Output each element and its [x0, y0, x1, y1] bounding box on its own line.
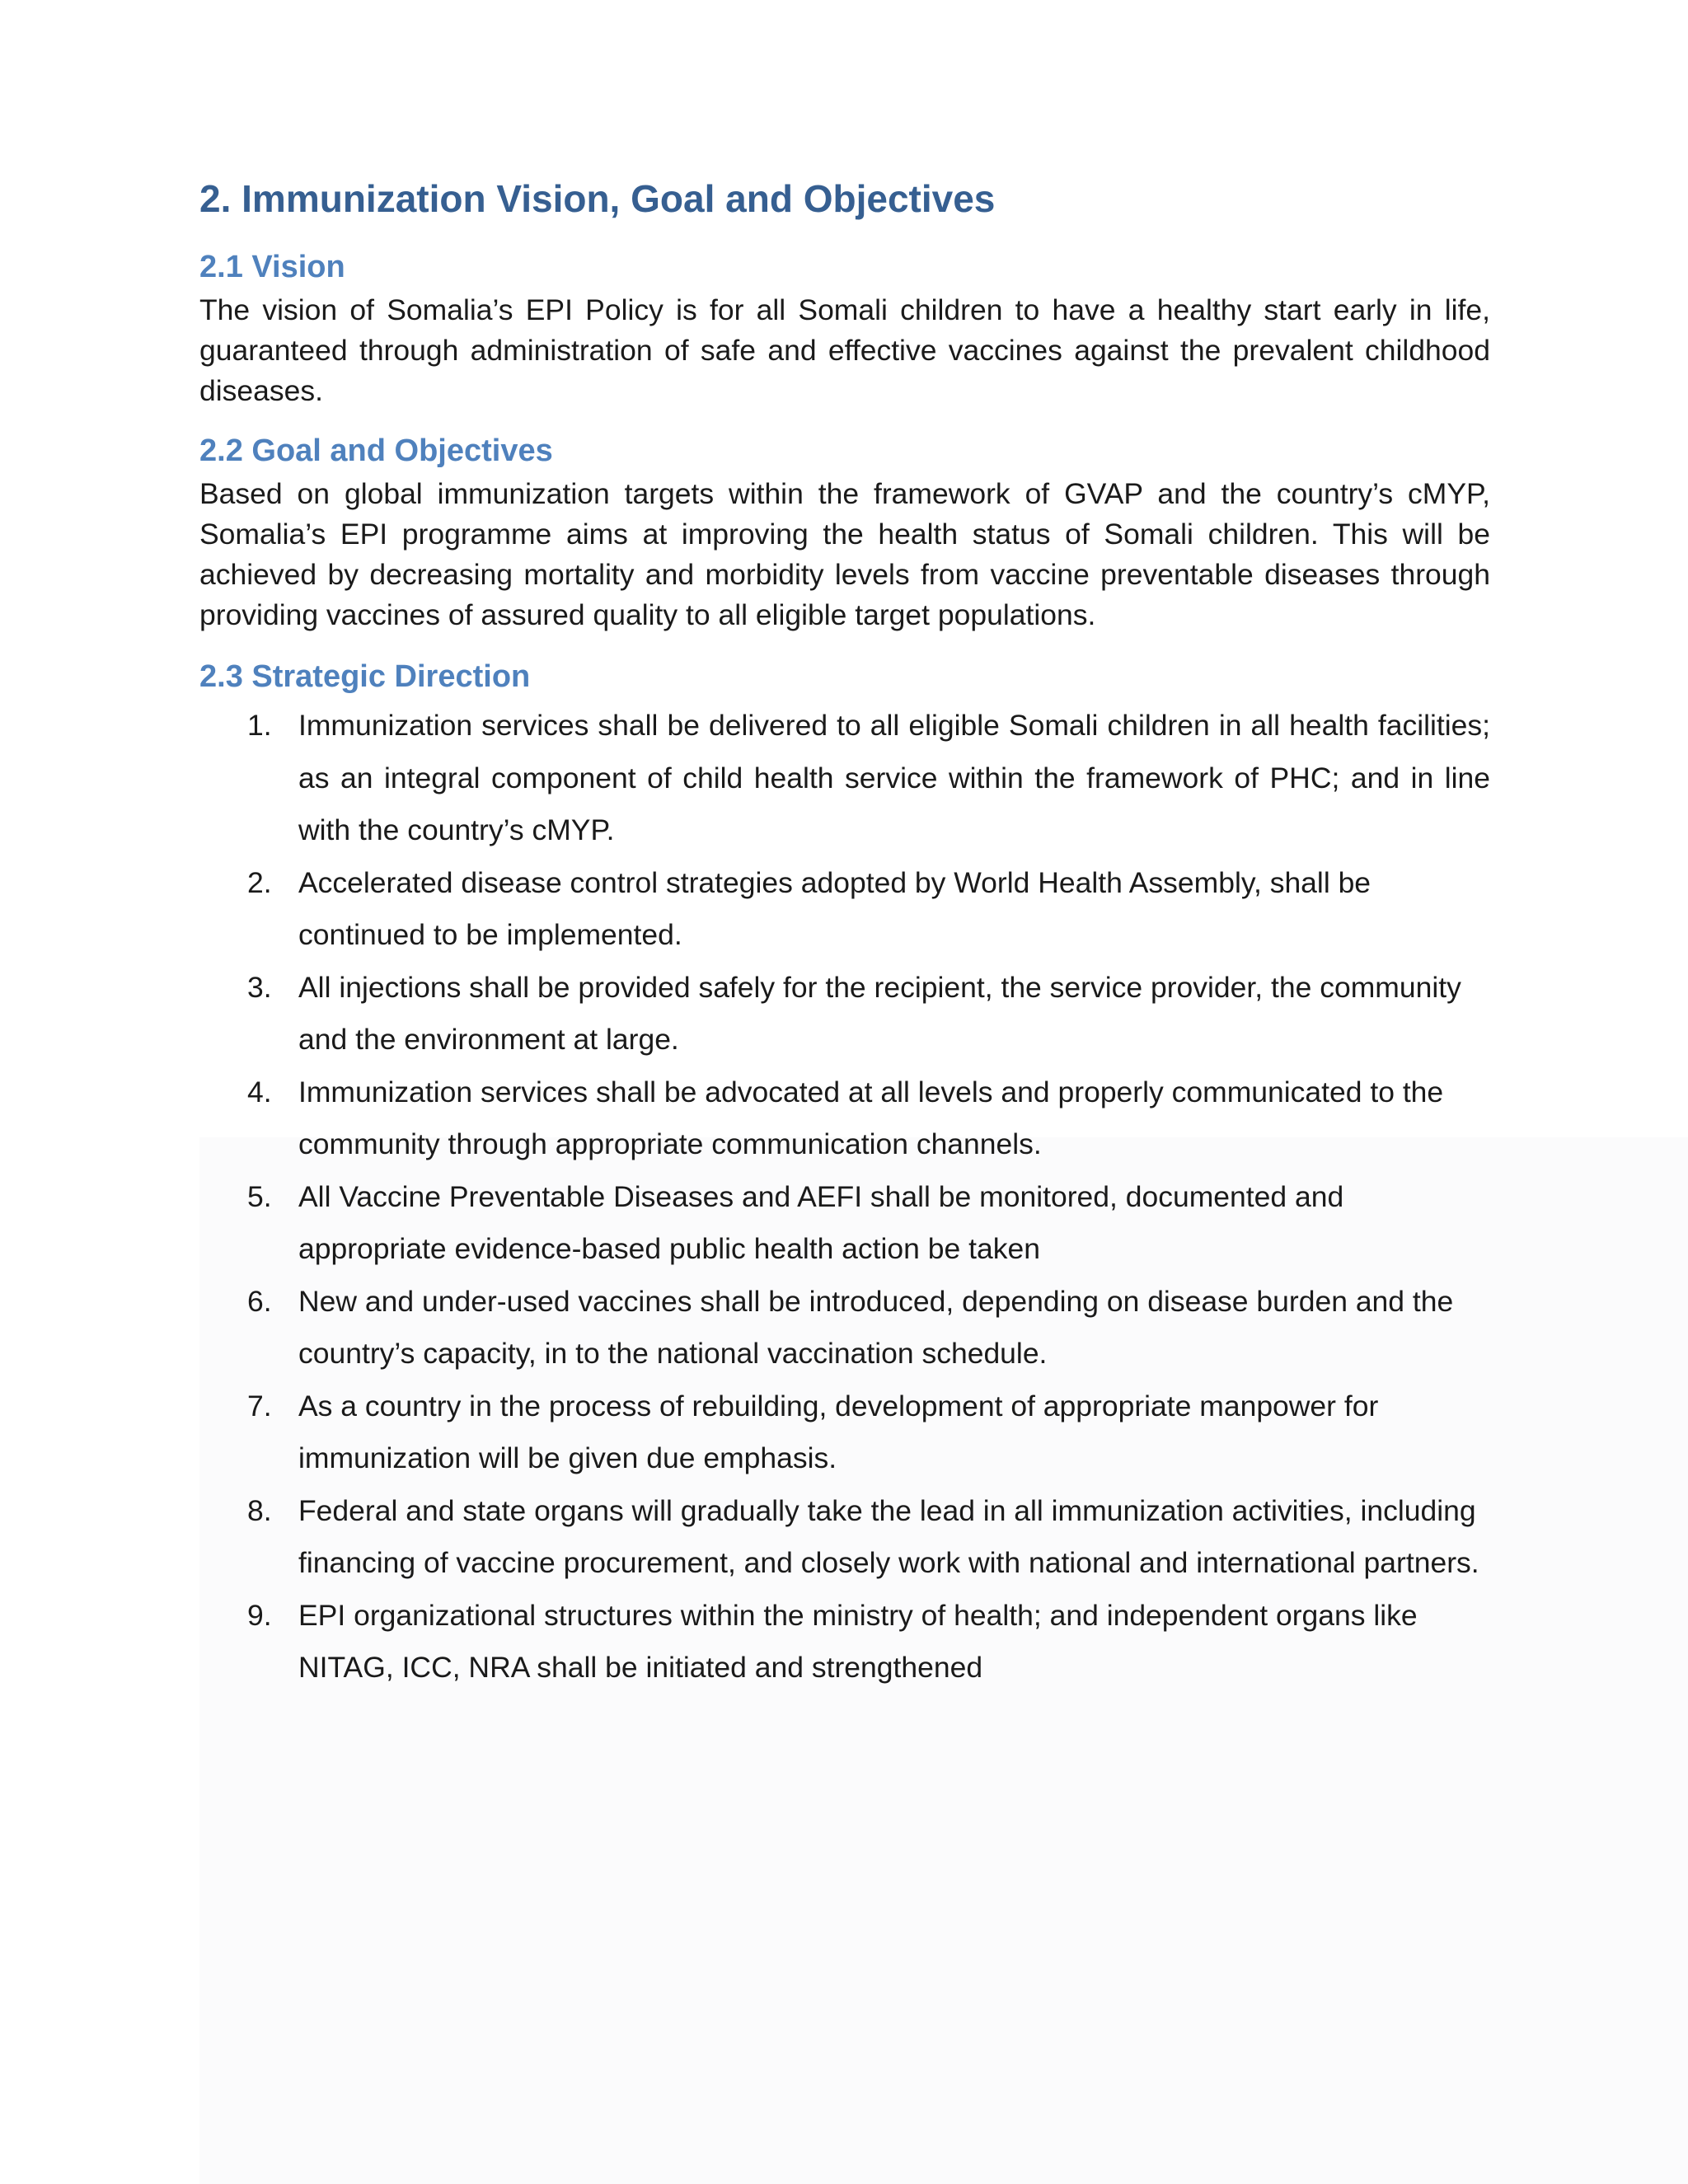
document-content [199, 162, 1490, 1694]
list-item [199, 1590, 1490, 1694]
list-item [199, 1066, 1490, 1171]
list-item-number: 9. [247, 1598, 272, 1632]
vision-paragraph: The vision of Somalia’s EPI Policy is for all Somali children to have a healthy start early in life, guaranteed through administration of safe and effective vaccines against the prevalent childhood diseases. [199, 293, 1490, 407]
list-item-text: Immunization services shall be delivered to all eligible Somali children in all health facilities; as an integral component of child health service within the framework of PHC; and in line with the country’s cMYP. [298, 709, 1490, 846]
list-item-number: 7. [247, 1389, 272, 1422]
list-item-text: Immunization services shall be advocated at all levels and properly communicated to the community through appropriate communication channels. [298, 1075, 1444, 1160]
list-item-text: New and under-used vaccines shall be introduced, depending on disease burden and the country’s capacity, in to the national vaccination schedule. [298, 1284, 1454, 1370]
list-item-number: 1. [247, 709, 272, 742]
list-item-text: Accelerated disease control strategies adopted by World Health Assembly, shall be continued to be implemented. [298, 865, 1372, 951]
vision-heading: 2.1 Vision [199, 250, 345, 284]
list-item-text: EPI organizational structures within the ministry of health; and independent organs like NITAG, ICC, NRA shall be initiated and strengthened [298, 1598, 1418, 1684]
list-item-text: All Vaccine Preventable Diseases and AEFI shall be monitored, documented and appropriate evidence-based public health action be taken [298, 1179, 1344, 1265]
list-item [199, 700, 1490, 857]
list-item-number: 8. [247, 1493, 272, 1527]
goal-paragraph: Based on global immunization targets within the framework of GVAP and the country’s cMYP, Somalia’s EPI programme aims at improving the health status of Somali children. This will be achieved by decreasing mortality and morbidity levels from vaccine preventable diseases through providing vaccines of assured quality to all eligible target populations. [199, 477, 1490, 631]
strategic-direction-list [199, 700, 1490, 1694]
list-item [199, 1380, 1490, 1485]
strategic-direction-heading: 2.3 Strategic Direction [199, 659, 531, 694]
page-title: 2. Immunization Vision, Goal and Objectives [199, 177, 996, 220]
list-item-number: 3. [247, 970, 272, 1004]
list-item-text: As a country in the process of rebuilding, development of appropriate manpower for immunization will be given due emphasis. [298, 1389, 1379, 1474]
list-item [199, 857, 1490, 962]
goal-heading: 2.2 Goal and Objectives [199, 434, 553, 468]
list-item-text: All injections shall be provided safely for the recipient, the service provider, the community and the environment at large. [298, 970, 1461, 1056]
list-item-number: 2. [247, 865, 272, 899]
list-item-number: 6. [247, 1284, 272, 1318]
list-item-number: 5. [247, 1179, 272, 1213]
list-item-number: 4. [247, 1075, 272, 1108]
list-item [199, 1171, 1490, 1276]
list-item-text: Federal and state organs will gradually take the lead in all immunization activities, including financing of vaccine procurement, and closely work with national and international partners. [298, 1493, 1479, 1579]
list-item [199, 1276, 1490, 1380]
list-item [199, 962, 1490, 1066]
list-item [199, 1485, 1490, 1590]
